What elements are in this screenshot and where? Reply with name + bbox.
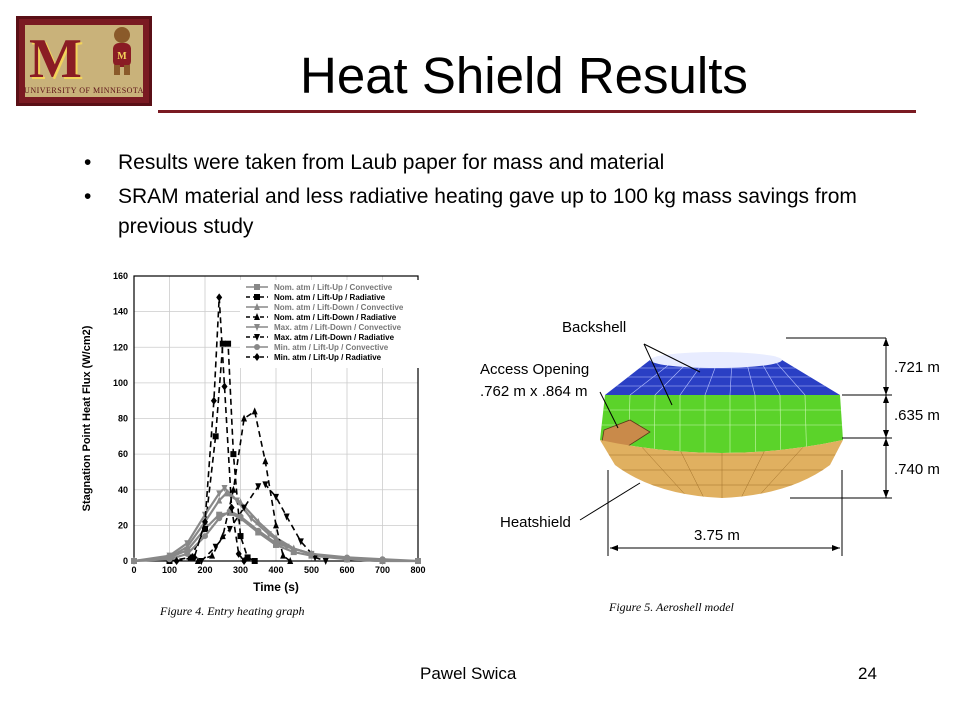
legend-entry: Nom. atm / Lift-Down / Convective (274, 303, 404, 312)
y-tick-label: 160 (112, 271, 128, 281)
series-6-point (202, 533, 208, 539)
university-logo (16, 16, 152, 106)
series-7-point (222, 382, 228, 390)
heat-flux-chart (70, 262, 450, 602)
svg-text:M: M (117, 51, 127, 62)
series-7-point (216, 293, 222, 301)
title-rule (158, 110, 916, 113)
x-axis-label: Time (s) (253, 580, 299, 594)
label-access-dims: .762 m x .864 m (480, 383, 588, 400)
series-7-point (211, 397, 217, 405)
x-tick-label: 600 (339, 565, 355, 575)
series-6-point (309, 551, 315, 557)
figure5-caption: Figure 5. Aeroshell model (609, 600, 734, 614)
legend-entry: Min. atm / Lift-Up / Radiative (274, 353, 382, 362)
y-tick-label: 60 (117, 449, 128, 460)
series-6-point (273, 540, 279, 546)
x-tick-label: 200 (197, 565, 213, 575)
y-tick-label: 100 (112, 377, 128, 388)
x-tick-label: 700 (374, 565, 391, 575)
logo-m-letter: M (29, 28, 78, 90)
legend-entry: Min. atm / Lift-Up / Convective (274, 343, 389, 352)
footer-author: Pawel Swica (420, 664, 517, 683)
label-heatshield: Heatshield (500, 514, 571, 531)
series-6-point (184, 551, 190, 557)
series-1-point (213, 433, 219, 439)
legend-entry: Nom. atm / Lift-Down / Radiative (274, 313, 397, 322)
y-tick-label: 20 (117, 520, 128, 531)
x-tick-label: 0 (131, 565, 137, 575)
series-6-point (131, 558, 137, 564)
series-1-point (238, 533, 244, 539)
legend-marker (254, 294, 260, 300)
slide-title: Heat Shield Results (300, 47, 748, 104)
label-backshell: Backshell (562, 319, 627, 336)
y-tick-label: 0 (122, 556, 128, 566)
series-6-point (216, 515, 222, 521)
x-tick-label: 800 (410, 565, 426, 575)
series-3-point (280, 552, 286, 559)
y-tick-label: 80 (117, 413, 128, 424)
series-5-point (213, 544, 219, 551)
series-1-point (225, 341, 231, 347)
x-tick-label: 500 (303, 565, 320, 575)
series-1-point (220, 341, 226, 347)
series-3-point (262, 457, 268, 464)
series-5-point (227, 526, 233, 533)
bullet-list (84, 148, 864, 246)
page-number: 24 (858, 664, 877, 683)
backshell-top (650, 352, 782, 368)
label-dim2: .635 m (894, 407, 940, 424)
series-6-point (238, 513, 244, 519)
y-tick-label: 140 (112, 306, 128, 317)
series-line-7 (177, 297, 245, 561)
series-6-point (344, 554, 350, 560)
label-dim1: .721 m (894, 359, 940, 376)
y-axis-label: Stagnation Point Heat Flux (W/cm2) (81, 325, 93, 512)
y-tick-label: 120 (112, 342, 128, 353)
legend-entry: Nom. atm / Lift-Up / Convective (274, 283, 393, 292)
series-1-point (230, 451, 236, 457)
legend-marker (254, 284, 260, 290)
series-line-4 (134, 488, 383, 561)
x-tick-label: 300 (232, 565, 249, 575)
series-6-point (167, 556, 173, 562)
x-tick-label: 100 (161, 565, 178, 575)
series-line-5 (201, 484, 325, 561)
aeroshell-model (470, 300, 950, 570)
legend-entry: Max. atm / Lift-Down / Convective (274, 323, 402, 332)
series-3-point (252, 407, 258, 414)
label-dim3: .740 m (894, 461, 940, 478)
legend-entry: Nom. atm / Lift-Up / Radiative (274, 293, 386, 302)
series-6-point (255, 528, 261, 534)
series-6-point (380, 556, 386, 562)
logo-text: UNIVERSITY OF MINNESOTA (24, 86, 144, 95)
series-3-point (241, 415, 247, 422)
label-width: 3.75 m (694, 527, 740, 544)
y-tick-label: 40 (117, 484, 128, 495)
series-line-2 (134, 493, 383, 561)
x-tick-label: 400 (268, 565, 284, 575)
legend-entry: Max. atm / Lift-Down / Radiative (274, 333, 395, 342)
legend-marker (254, 344, 260, 350)
bullet-item: • SRAM material and less radiative heating gave up to 100 kg mass savings from previous study (84, 182, 864, 242)
series-6-point (415, 558, 421, 564)
series-1-point (252, 558, 258, 564)
bullet-item: • Results were taken from Laub paper for mass and material (84, 148, 864, 178)
gopher-mascot-icon (105, 25, 139, 77)
figure4-caption: Figure 4. Entry heating graph (160, 604, 305, 618)
series-3-point (273, 521, 279, 528)
label-access-opening: Access Opening (480, 361, 590, 378)
